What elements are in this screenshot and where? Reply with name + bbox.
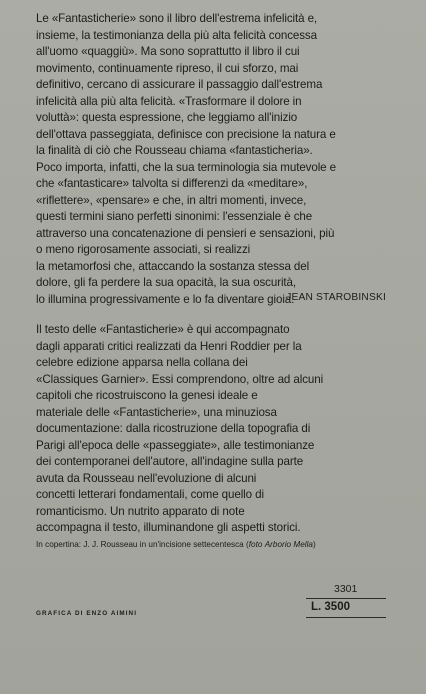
edition-description-paragraph: Il testo delle «Fantasticherie» è qui accompagnato dagli apparati critici realizzati da Henri Roddier per la celebre edizione apparsa nella collana dei «Classiques Garnier». Essi comprendono, oltre ad alcuni capitoli che ricostruiscono la genesi ideale e materiale delle «Fantasticherie», una minuziosa documentazione: dalla ricostruzione della topografia di Parigi all'epoca delle «passeggiate», alle testimonianze dei contemporanei dell'autore, all'indagine sulla parte avuta da Rousseau nell'evoluzione di alcuni concetti letterari fondamentali, come quello di romanticismo. Un nutrito apparato di note accompagna il testo, illuminandone gli aspetti storici. — [36, 323, 324, 534]
price-label: L. 3500 — [311, 601, 350, 613]
credit-prefix: In copertina: J. J. Rousseau in un'incisione settecentesca ( — [36, 540, 249, 549]
price-rule-top — [306, 598, 386, 599]
credit-photographer: Arborio Mella — [264, 540, 313, 549]
cover-image-credit — [36, 540, 316, 549]
quote-author: JEAN STAROBINSKI — [286, 292, 386, 303]
credit-photo-word: foto — [248, 540, 263, 549]
catalog-number: 3301 — [334, 583, 358, 595]
credit-suffix: ) — [312, 540, 316, 549]
price-rule-bottom — [306, 617, 386, 618]
critic-quote-paragraph: Le «Fantasticherie» sono il libro dell'estrema infelicità e, insieme, la testimonianza della più alta felicità concessa all'uomo «quaggiù». Ma sono soprattutto il libro il cui movimento, continuamente ripreso, il cui sforzo, mai definitivo, cercano di assicurare il passaggio dall'estrema infelicità alla più alta felicità. «Trasformare il dolore in voluttà»: questa espressione, che leggiamo all'inizio dell'ottava passeggiata, definisce con precisione la natura e la finalità di ciò che Rousseau chiama «fantasticheria». Poco importa, infatti, che la sua terminologia sia mutevole e che «fantasticare» talvolta si differenzi da «meditare», «riflettere», «pensare» e che, in altri momenti, invece, questi termini siano perfetti sinonimi: l'essenziale è che attraverso una concatenazione di pensieri e sensazioni, più o meno rigorosamente associati, si realizzi la metamorfosi che, attaccando la sostanza stessa del dolore, gli fa perdere la sua opacità, la sua oscurità, lo illumina progressivamente e lo fa diventare gioia. — [36, 12, 337, 306]
graphic-design-credit: GRAFICA DI ENZO AIMINI — [36, 610, 138, 617]
